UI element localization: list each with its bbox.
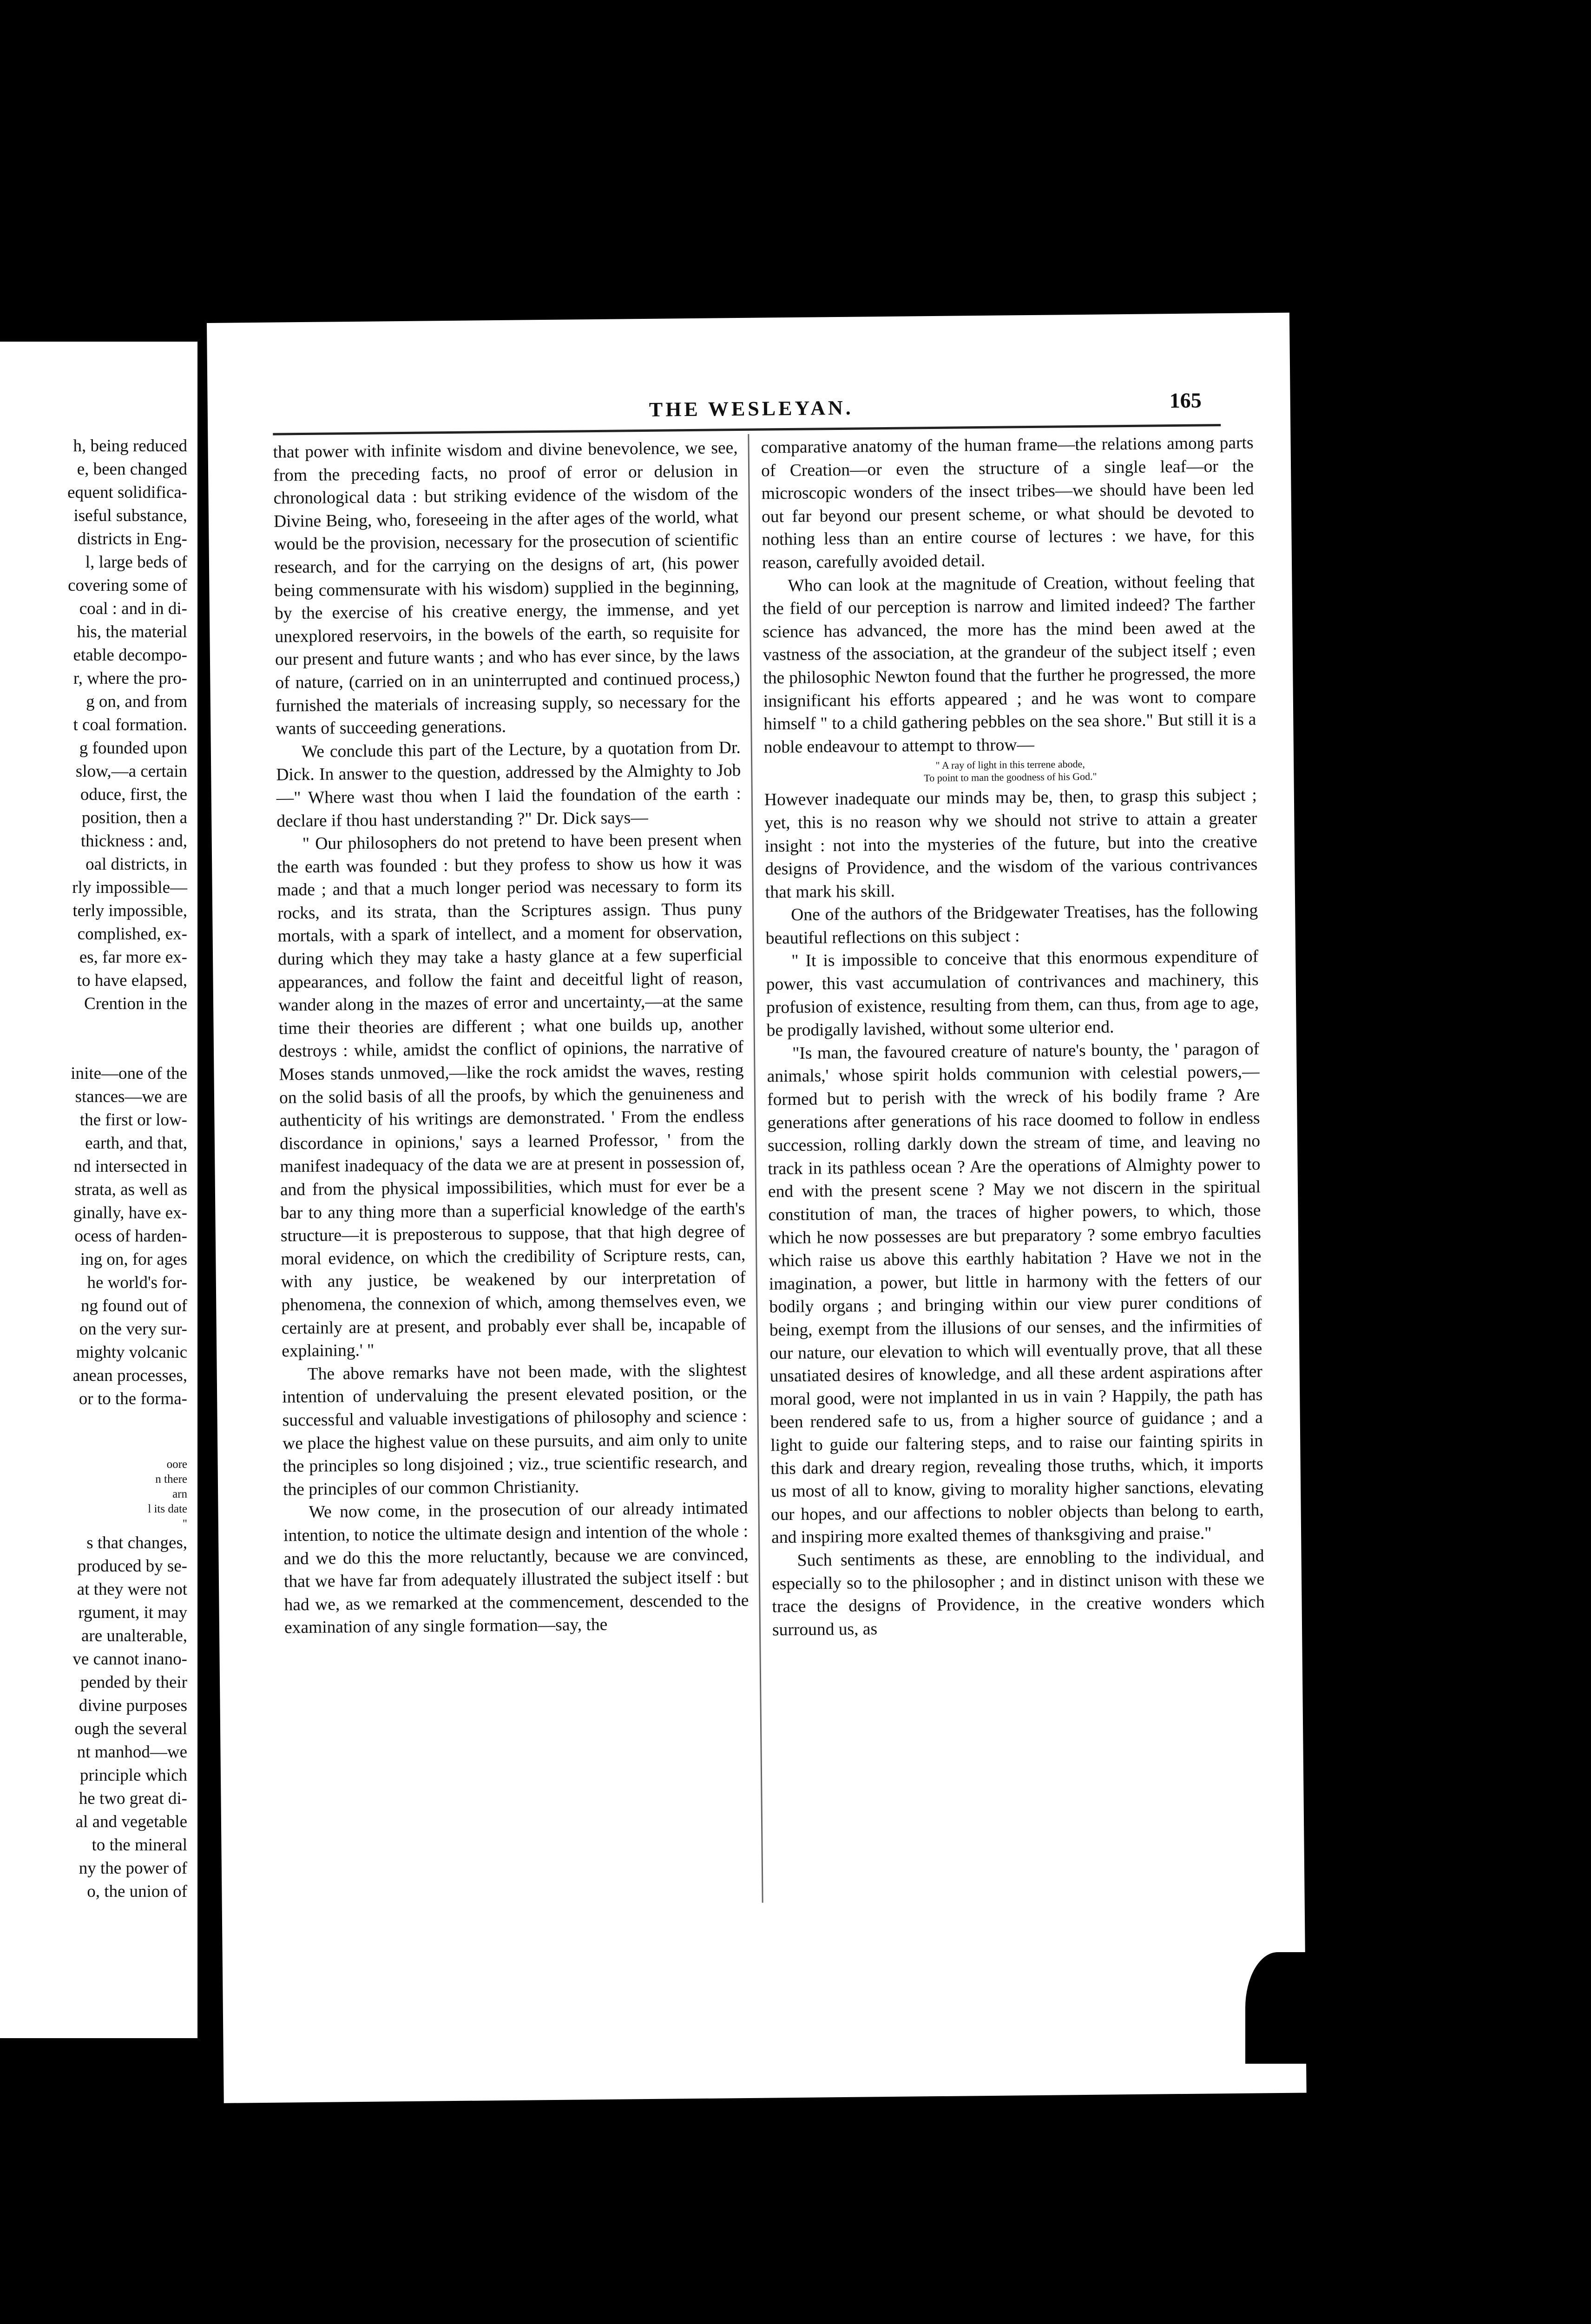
previous-page-line: terly impossible, [72,901,187,920]
previous-page-line: al and vegetable [75,1812,187,1831]
paragraph: Such sentiments as these, are ennobling to the individual, and especially so to the philosopher ; and in distinct unison with these we trace the designs of Providence, in the creative wonders which surround us, as [771,1546,1265,1640]
previous-page-line: complished, ex- [77,924,187,944]
previous-page-line: principle which [79,1766,187,1785]
previous-page-line: g on, and from [86,692,187,711]
previous-page-line: es, far more ex- [79,948,187,967]
previous-page-line: r, where the pro- [73,669,187,688]
previous-page-line [0,1411,187,1457]
previous-page-line: nd intersected in [73,1157,187,1176]
paragraph: Who can look at the magnitude of Creation, without feeling that the field of our perception is narrow and limited indeed? The farther science has advanced, the more has the mind been awed at the vastness of the association, at the grandeur of the subject itself ; even the philosophic Newton found that the further he progressed, the more insignificant his efforts appeared ; and he was wont to compare himself " to a child gathering pebbles on the sea shore." But still it is a noble endeavour to attempt to throw— [762,571,1256,757]
verse-line: " A ray of light in this terrene abode, [935,758,1085,772]
previous-page-line: his, the material [77,622,187,641]
previous-page-line: he two great di- [79,1789,187,1808]
previous-page-line: rly impossible— [72,878,187,897]
previous-page-line: produced by se- [77,1557,187,1576]
previous-page-line: covering some of [68,576,187,595]
paragraph: " It is impossible to conceive that this enormous expenditure of power, this vast accumulation of contrivances and machinery, this profusion of existence, resulting from them, can thus, from age to age, be prodigally lavished, without some ulterior end. [766,947,1259,1040]
previous-page-line: oduce, first, the [80,785,187,804]
book-page [207,313,1307,2103]
previous-page-line: ny the power of [79,1859,187,1878]
previous-page-column [0,435,187,1903]
previous-page-line: position, then a [81,808,187,827]
previous-page-line: nt manhod—we [77,1743,187,1762]
previous-page-line: t coal formation. [73,715,187,734]
previous-page-line: to have elapsed, [77,971,187,990]
previous-page-line: to the mineral [92,1835,187,1855]
previous-page-line: divine purposes [79,1696,187,1715]
previous-page-line: anean processes, [72,1366,187,1385]
previous-page-line: at they were not [77,1580,187,1599]
paragraph: "Is man, the favoured creature of nature's bounty, the ' paragon of animals,' whose spirit holds communion with celestial powers,—formed but to perish with the wreck of his bodily frame ? Are generations after generations of his race doomed to follow in endless succession, rolling darkly down the stream of time, and leaving no track in its pathless ocean ? Are the operations of Almighty power to end with the present scene ? May we not discern in the spiritual constitution of man, the traces of higher powers, to which, those which he now possesses are but preparatory ? some embryo faculties which raise us above this earthly habitation ? Have we not in the imagination, a power, but little in harmony with the fetters of our bodily organs ; and bringing within our view purer conditions of being, exempt from the illusions of our senses, and the infirmities of our nature, our elevation to which will eventually prove, that all these unsatiated desires of knowledge, and all these ardent aspirations after moral good, were not implanted in us in vain ? Happily, the path has been rendered safe to us, from a higher source of guidance ; and a light to guide our faltering steps, and to raise our fainting spirits in this dark and dreary region, revealing those truths, which, it imports us most of all to know, giving to morality higher sanctions, elevating our hopes, and our affections to nobler objects than belong to earth, and inspiring more exalted themes of thanksgiving and praise." [767,1039,1264,1547]
text-column-right [761,431,1265,1641]
column-right-after-verse [764,784,1265,1642]
previous-page-line: pended by their [80,1673,187,1692]
binding-gutter [197,325,207,2045]
previous-page-line: arn [172,1488,187,1500]
paragraph: We conclude this part of the Lecture, by a quotation from Dr. Dick. In answer to the question, addressed by the Almighty to Job—" Where wast thou when I laid the foundation of the earth : declare if thou hast understanding ?" Dr. Dick says— [276,738,741,831]
previous-page-line: g founded upon [79,739,187,758]
text-column-left [273,436,749,1639]
paragraph: However inadequate our minds may be, then, to grasp this subject ; yet, this is no reason why we should not strive to attain a greater insight : not into the mysteries of the future, but into the creative designs of Providence, and the wisdom of the various contrivances that mark his skill. [764,786,1258,902]
column-divider [748,434,763,1903]
previous-page-line: " [182,1518,187,1530]
previous-page-line: Crention in the [84,994,187,1013]
previous-page-line: inite—one of the [71,1064,187,1083]
previous-page-line: earth, and that, [85,1134,187,1153]
previous-page-line: or to the forma- [79,1389,187,1408]
previous-page-line: stances—we are [75,1087,187,1106]
paragraph: The above remarks have not been made, with the slightest intention of undervaluing the present elevated position, or the successful and valuable investigations of philosophy and science : we place the highest value on these pursuits, and aim only to unite the principles so long disjoined ; viz., true scientific research, and the principles of our common Christianity. [282,1360,748,1499]
paragraph: that power with infinite wisdom and divine benevolence, we see, from the preceding facts, no proof of error or delusion in chronological data : but striking evidence of the wisdom of the Divine Being, who, foreseeing in the after ages of the world, what would be the provision, necessary for the prosecution of scientific research, and for the carrying on the designs of art, (his power being commensurate with his wisdom) supplied in the beginning, by the exercise of his creative energy, the immense, and yet unexplored reservoirs, in the bowels of the earth, so requisite for our present and future wants ; and who has ever since, by the laws of nature, (carried on in an uninterrupted and continued process,) furnished the materials of increasing supply, so necessary for the wants of succeeding generations. [273,438,741,739]
previous-page-line: he world's for- [87,1273,187,1292]
previous-page-line: e, been changed [77,460,187,479]
paragraph: " Our philosophers do not pretend to have been present when the earth was founded : but they profess to show us how it was made ; and that a much longer period was necessary to form its rocks, and its strata, than the Scriptures assign. Thus puny mortals, with a spark of intellect, and a moment for observation, during which they may take a hasty glance at a few superficial appearances, and follow the faint and deceitful light of reason, wander along in the mazes of error and uncertainty,—at the same time their theories are different ; what one builds up, another destroys : while, amidst the conflict of opinions, the narrative of Moses stands unmoved,—like the rock amidst the waves, resting on the solid basis of all the proofs, by which the genuineness and authenticity of his writings are demonstrated. ' From the endless discordance in opinions,' says a learned Professor, ' from the manifest inadequacy of the data we are at present in possession of, and from the physical impossibilities, which must for ever be a bar to any thing more than a superficial knowledge of the earth's structure—it is preposterous to suppose, that that high degree of moral evidence, on which the credibility of Scripture rests, can, with any justice, be weakened by our interpretation of phenomena, the connexion of which, among themselves even, we certainly are at present, and probably ever shall be, incapable of explaining.' " [277,830,746,1361]
previous-page-line: ough the several [74,1719,187,1738]
previous-page-line: h, being reduced [73,436,187,456]
previous-page-line: mighty volcanic [76,1343,187,1362]
previous-page-line: coal : and in di- [79,599,187,618]
paragraph: We now come, in the prosecution of our already intimated intention, to notice the ultimate design and intention of the whole : and we do this the more reluctantly, because we are convinced, that we have far from adequately illustrated the subject itself : but had we, as we remarked at the commencement, descended to the examination of any single formation—say, the [283,1499,749,1637]
previous-page-line: iseful substance, [73,506,187,525]
verse-line: To point to man the goodness of his God." [924,770,1097,784]
running-head [208,388,1290,430]
previous-page-line: etable decompo- [73,646,187,665]
previous-page-line: ginally, have ex- [73,1203,187,1222]
verse-quotation [764,756,1256,786]
previous-page-line: l, large beds of [85,553,187,572]
previous-page-line: ing on, for ages [80,1250,187,1269]
previous-page-line: l its date [148,1503,187,1515]
previous-page-line: ocess of harden- [74,1227,187,1246]
previous-page-line: on the very sur- [79,1320,187,1339]
previous-page-fragment [0,342,197,2038]
previous-page-line: districts in Eng- [77,529,187,548]
previous-page-line: equent solidifica- [67,483,187,502]
previous-page-line: s that changes, [86,1533,187,1552]
paragraph: One of the authors of the Bridgewater Treatises, has the following beautiful reflections on this subject : [765,901,1258,948]
previous-page-line: the first or low- [79,1110,187,1129]
previous-page-line: strata, as well as [74,1180,187,1199]
previous-page-line: rgument, it may [78,1603,187,1622]
running-head-title: THE WESLEYAN. [649,396,854,421]
previous-page-line: oal districts, in [85,855,187,874]
previous-page-line: ve cannot inano- [72,1650,187,1669]
previous-page-line: are unalterable, [81,1626,187,1645]
previous-page-line: oore [166,1458,187,1471]
previous-page-line: slow,—a certain [75,762,187,781]
torn-corner [1245,1952,1338,2064]
previous-page-line: ng found out of [80,1296,187,1315]
previous-page-line: n there [155,1473,187,1486]
previous-page-line: o, the union of [87,1882,187,1901]
paragraph: comparative anatomy of the human frame—the relations among parts of Creation—or even the structure of a single leaf—or the microscopic wonders of the insect tribes—we should have been led out far beyond our present scheme, or what should be devoted to nothing less than an entire course of lectures : we have, for this reason, carefully avoided detail. [761,433,1255,573]
previous-page-line: thickness : and, [80,832,187,851]
page-number: 165 [1169,388,1202,413]
column-right-before-verse [761,431,1256,759]
previous-page-line [0,1016,187,1062]
